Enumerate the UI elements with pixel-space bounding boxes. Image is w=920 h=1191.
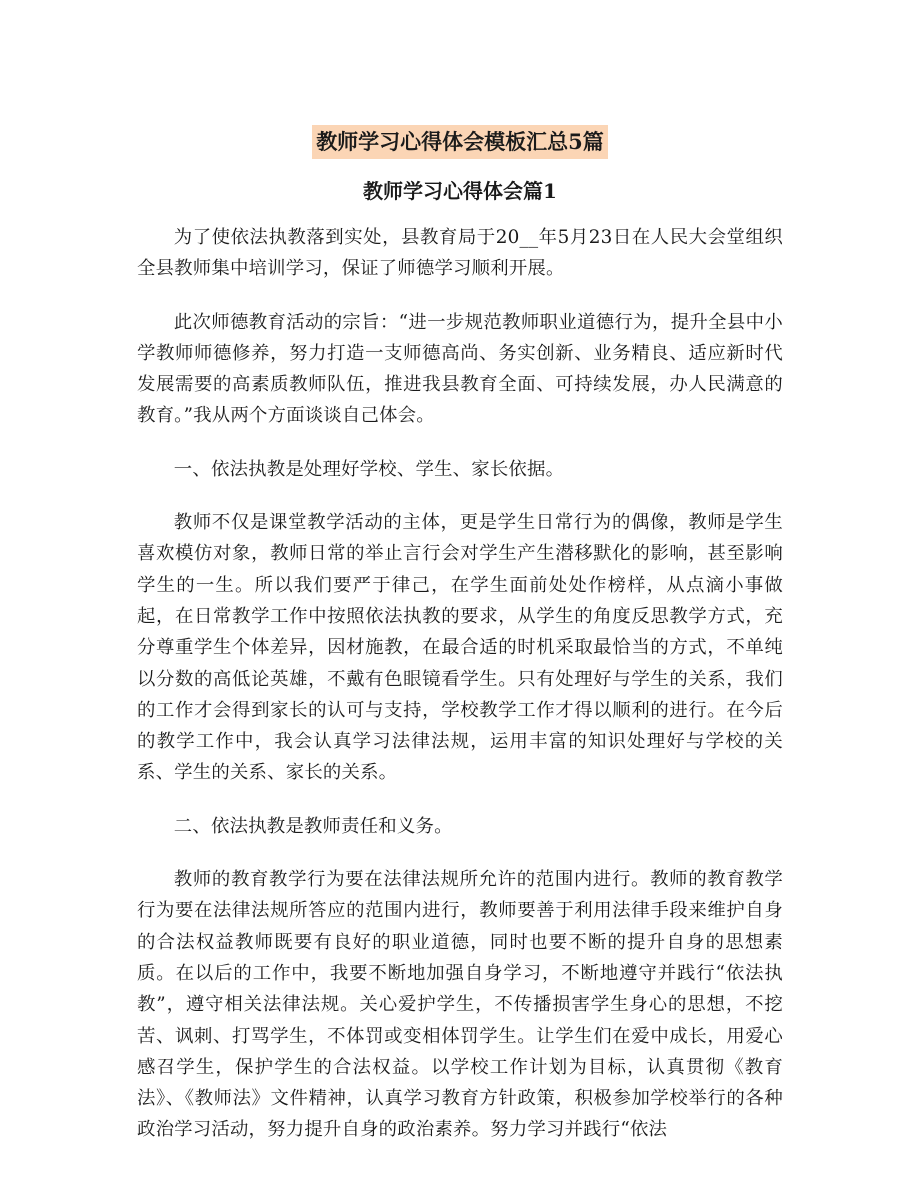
document-title — [137, 118, 783, 158]
document-title-highlight: 教师学习心得体会模板汇总5篇 — [312, 125, 608, 159]
paragraph: 教师不仅是课堂教学活动的主体，更是学生日常行为的偶像，教师是学生喜欢模仿对象，教师日常的举止言行会对学生产生潜移默化的影响，甚至影响学生的一生。所以我们要严于律己，在学生面前处处作榜样，从点滴小事做起，在日常教学工作中按照依法执教的要求，从学生的角度反思教学方式，充分尊重学生个体差异，因材施教，在最合适的时机采取最恰当的方式，不单纯以分数的高低论英雄，不戴有色眼镜看学生。只有处理好与学生的关系，我们的工作才会得到家长的认可与支持，学校教学工作才得以顺利的进行。在今后的教学工作中，我会认真学习法律法规，运用丰富的知识处理好与学校的关系、学生的关系、家长的关系。 — [137, 512, 783, 784]
document-page — [137, 118, 783, 1146]
paragraph-heading: 二、依法执教是教师责任和义务。 — [173, 815, 453, 837]
paragraph: 为了使依法执教落到实处，县教育局于20__年5月23日在人民大会堂组织全县教师集中培训学习，保证了师德学习顺利开展。 — [137, 227, 783, 280]
paragraph: 教师的教育教学行为要在法律法规所允许的范围内进行。教师的教育教学行为要在法律法规所答应的范围内进行，教师要善于利用法律手段来维护自身的合法权益教师既要有良好的职业道德，同时也要不断的提升自身的思想素质。在以后的工作中，我要不断地加强自身学习，不断地遵守并践行“依法执教”，遵守相关法律法规。关心爱护学生，不传播损害学生身心的思想，不挖苦、讽刺、打骂学生，不体罚或变相体罚学生。让学生们在爱中成长，用爱心感召学生，保护学生的合法权益。以学校工作计划为目标，认真贯彻《教育法》、《教师法》文件精神，认真学习教育方针政策，积极参加学校举行的各种政治学习活动，努力提升自身的政治素养。努力学习并践行“依法 — [137, 869, 783, 1141]
paragraph: 此次师德教育活动的宗旨：“进一步规范教师职业道德行为，提升全县中小学教师师德修养，努力打造一支师德高尚、务实创新、业务精良、适应新时代发展需要的高素质教师队伍，推进我县教育全面、可持续发展，办人民满意的教育。”我从两个方面谈谈自己体会。 — [137, 311, 783, 427]
paragraph-heading: 一、依法执教是处理好学校、学生、家长依据。 — [173, 458, 565, 480]
section-title: 教师学习心得体会篇1 — [363, 179, 557, 203]
